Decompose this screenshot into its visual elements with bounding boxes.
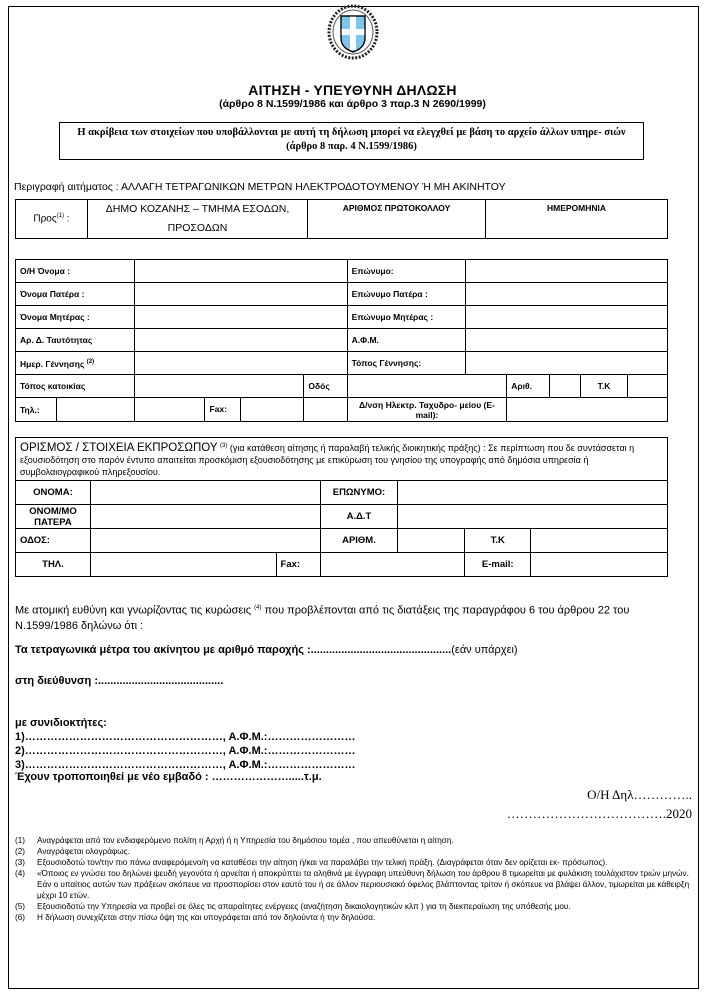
- rep-phone-input[interactable]: [90, 553, 276, 577]
- last-name-input[interactable]: [466, 260, 668, 283]
- postal-code-input[interactable]: [627, 375, 667, 398]
- rep-fax-label: Fax:: [276, 553, 320, 577]
- footnote: (2) Αναγράφεται ολογράφως.: [15, 847, 130, 856]
- postal-code-label: Τ.Κ: [581, 375, 627, 398]
- first-name-input[interactable]: [135, 260, 347, 283]
- footnote: (4) «Όποιος εν γνώσει του δηλώνει ψευδή γεγονότα ή αρνείται ή αποκρύπτει τα αληθινά με έγγραφη υπεύθυνη δήλωση του άρθρου 8 τιμωρείται με φυλάκιση τουλάχιστον τριών μηνών. Εάν ο υπαίτιος αυτών των πράξεων σκόπευε να προσπορίσει στον εαυτό του ή σε άλλον περιουσιακό όφελος βλάπτοντας τρίτον ή σκόπευε να βλάψει άλλον, τιμωρείται με κάθειρξη μέχρι 10 ετών.: [15, 869, 690, 900]
- last-name-label: Επώνυμο:: [347, 260, 465, 283]
- birth-date-input[interactable]: [135, 352, 347, 375]
- rep-father-label: ΟΝΟΜ/ΜΟ ΠΑΤΕΡΑ: [16, 505, 91, 529]
- birth-place-input[interactable]: [466, 352, 668, 375]
- phone-input-2[interactable]: [135, 398, 205, 422]
- footnote: (6) Η δήλωση συνεχίζεται στην πίσω όψη της και υπογράφεται από τον δηλούντα ή την δηλούσα.: [15, 913, 376, 922]
- verification-notice: Η ακρίβεια των στοιχείων που υποβάλλονται με αυτή τη δήλωση μπορεί να ελεγχθεί με βάση το αρχείο άλλων υπηρε- σιών (άρθρο 8 παρ. 4 Ν.1599/1986): [59, 122, 644, 160]
- request-description: Περιγραφή αιτήματος : ΑΛΛΑΓΗ ΤΕΤΡΑΓΩΝΙΚΩΝ ΜΕΤΡΩΝ ΗΛΕΚΤΡΟΔΟΤΟΥΜΕΝΟΥ Ή ΜΗ ΑΚΙΝΗΤΟΥ: [14, 181, 506, 193]
- phone-input[interactable]: [57, 398, 135, 422]
- rep-adt-label: Α.Δ.Τ: [320, 505, 398, 529]
- protocol-number-field[interactable]: ΑΡΙΘΜΟΣ ΠΡΩΤΟΚΟΛΛΟΥ: [308, 200, 486, 239]
- rep-fax-input[interactable]: [320, 553, 465, 577]
- greek-coat-of-arms-icon: [324, 2, 382, 62]
- rep-street-label: ΟΔΟΣ:: [16, 529, 91, 553]
- co-owner-line-1[interactable]: 1)………………………………………………, Α.Φ.Μ.:……………………: [15, 731, 356, 743]
- rep-phone-label: ΤΗΛ.: [16, 553, 91, 577]
- number-label: Αριθ.: [507, 375, 550, 398]
- representative-heading: ΟΡΙΣΜΟΣ / ΣΤΟΙΧΕΙΑ ΕΚΠΡΟΣΩΠΟΥ $^{(3)}$ (για κατάθεση αίτησης ή παραλαβή τελικής διοικητικής πράξης) : Σε περίπτωση που δε συντάσσεται η εξουσιοδότηση στο παρόν έντυπο απαιτείται προσκόμιση εξουσιοδότησης με επικύρωση του γνησίου της υπογραφής από δημόσια υπηρεσία ή συμβολαιογραφικού πληρεξουσίου.: [16, 438, 668, 481]
- id-number-label: Αρ. Δ. Ταυτότητας: [16, 329, 135, 352]
- personal-details-table: [15, 259, 668, 422]
- page-title: ΑΙΤΗΣΗ - ΥΠΕΥΘΥΝΗ ΔΗΛΩΣΗ: [248, 82, 457, 98]
- birth-place-label: Τόπος Γέννησης:: [347, 352, 465, 375]
- first-name-label: Ο/Η Όνομα :: [16, 260, 135, 283]
- phone-label: Τηλ.:: [16, 398, 57, 422]
- date-field[interactable]: ΗΜΕΡΟΜΗΝΙΑ: [486, 200, 668, 239]
- mother-name-label: Όνομα Μητέρας :: [16, 306, 135, 329]
- co-owners-label: με συνιδιοκτήτες:: [15, 717, 107, 729]
- birth-date-label: Ημερ. Γέννησης $^{(2)}$: [16, 352, 135, 375]
- representative-table: [15, 437, 668, 577]
- new-area-line[interactable]: Έχουν τροποποιηθεί με νέο εμβαδό : ………………….....τ.μ.: [15, 771, 322, 783]
- id-number-input[interactable]: [135, 329, 347, 352]
- number-input[interactable]: [550, 375, 581, 398]
- father-name-input[interactable]: [135, 283, 347, 306]
- father-name-label: Όνομα Πατέρα :: [16, 283, 135, 306]
- rep-name-label: ΟΝΟΜΑ:: [16, 481, 91, 505]
- rep-surname-input[interactable]: [398, 481, 668, 505]
- supply-number-line[interactable]: Τα τετραγωνικά μέτρα του ακίνητου με αριθμό παροχής :..............................................(εάν υπάρχει): [15, 644, 518, 656]
- street-label: Οδός: [304, 375, 347, 398]
- declaration-intro: Με ατομική ευθύνη και γνωρίζοντας τις κυρώσεις $^{(4)}$ που προβλέπονται από τις διατάξεις της παραγράφου 6 του άρθρου 22 του Ν.1599/1986 δηλώνω ότι :: [15, 604, 630, 632]
- recipient-table: [15, 199, 668, 239]
- mother-surname-input[interactable]: [466, 306, 668, 329]
- afm-label: Α.Φ.Μ.: [347, 329, 465, 352]
- rep-number-input[interactable]: [398, 529, 465, 553]
- to-label: Προς$^{(1)}$ :: [16, 200, 88, 239]
- father-surname-label: Επώνυμο Πατέρα :: [347, 283, 465, 306]
- co-owner-line-2[interactable]: 2)………………………………………………, Α.Φ.Μ.:……………………: [15, 745, 356, 757]
- address-line[interactable]: στη διεύθυνση :.........................................: [15, 675, 224, 687]
- co-owners-block: [15, 716, 355, 772]
- rep-street-input[interactable]: [90, 529, 320, 553]
- mother-name-input[interactable]: [135, 306, 347, 329]
- afm-input[interactable]: [466, 329, 668, 352]
- to-value: ΔΗΜΟ ΚΟΖΑΝΗΣ – ΤΜΗΜΑ ΕΣΟΔΩΝ, ΠΡΟΣΟΔΩΝ: [88, 200, 308, 239]
- co-owner-line-3[interactable]: 3)………………………………………………, Α.Φ.Μ.:……………………: [15, 759, 356, 771]
- page-subtitle: (άρθρο 8 Ν.1599/1986 και άρθρο 3 παρ.3 Ν 2690/1999): [219, 98, 486, 110]
- rep-name-input[interactable]: [90, 481, 320, 505]
- footnote: (5) Εξουσιοδοτώ την Υπηρεσία να προβεί σε όλες τις απαραίτητες ενέργειες (αναζήτηση δικαιολογητικών κλπ ) για τη διεκπεραίωση της υπόθεσής μου.: [15, 902, 571, 911]
- street-input[interactable]: [347, 375, 507, 398]
- rep-number-label: ΑΡΙΘΜ.: [320, 529, 398, 553]
- rep-postal-code-input[interactable]: [531, 529, 668, 553]
- rep-postal-code-label: Τ.Κ: [465, 529, 531, 553]
- footnote: (3) Εξουσιοδοτώ τον/την πιο πάνω αναφερόμενο/η να καταθέσει την αίτηση ή/και να παραλάβει την τελική πράξη. (Διαγράφεται όταν δεν ορίζεται εκ- πρόσωπος).: [15, 858, 608, 867]
- rep-surname-label: ΕΠΩΝΥΜΟ:: [320, 481, 398, 505]
- email-label: Δ/νση Ηλεκτρ. Ταχυδρο- μείου (E-mail):: [347, 398, 507, 422]
- footnotes: [15, 835, 690, 923]
- fax-label: Fax:: [205, 398, 241, 421]
- fax-label-cell: [205, 398, 304, 422]
- residence-input[interactable]: [135, 375, 304, 398]
- mother-surname-label: Επώνυμο Μητέρας :: [347, 306, 465, 329]
- date-line[interactable]: ……………………………….2020: [506, 806, 692, 821]
- rep-email-label: E-mail:: [465, 553, 531, 577]
- rep-adt-input[interactable]: [398, 505, 668, 529]
- rep-father-input[interactable]: [90, 505, 320, 529]
- signature-line[interactable]: Ο/Η Δηλ…………..: [587, 787, 692, 802]
- footnote: (1) Αναγράφεται από τον ενδιαφερόμενο πολίτη η Αρχή ή η Υπηρεσία του δημόσιου τομέα , που απευθύνεται η αίτηση.: [15, 836, 454, 845]
- father-surname-input[interactable]: [466, 283, 668, 306]
- fax-input-2[interactable]: [304, 398, 347, 422]
- email-input[interactable]: [507, 398, 668, 422]
- rep-email-input[interactable]: [531, 553, 668, 577]
- residence-label: Τόπος κατοικίας: [16, 375, 135, 398]
